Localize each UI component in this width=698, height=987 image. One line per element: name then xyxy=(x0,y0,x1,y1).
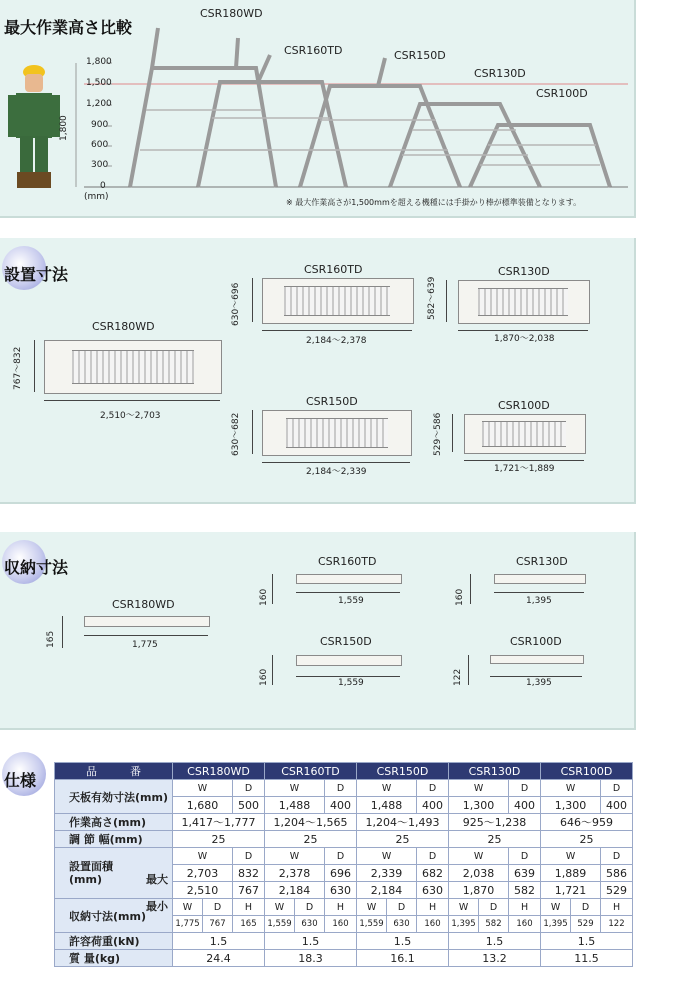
sub-d: D xyxy=(325,848,357,865)
install-depth-csr100d: 529〜586 xyxy=(433,412,443,456)
sub-d: D xyxy=(295,899,325,916)
cell: 25 xyxy=(449,831,541,848)
cell: 1,559 xyxy=(357,916,387,933)
model-label-csr180wd: CSR180WD xyxy=(200,7,263,20)
sub-d: D xyxy=(417,848,449,865)
install-label-csr150d: CSR150D xyxy=(306,395,358,408)
ladder-csr150d xyxy=(300,58,460,187)
setchi-unit: (mm) xyxy=(69,873,102,886)
ladder-csr100d xyxy=(470,125,610,187)
cell: 160 xyxy=(509,916,541,933)
storage-width-csr130d: 1,395 xyxy=(526,596,552,606)
cell: 1,300 xyxy=(449,797,509,814)
install-width-csr130d: 1,870〜2,038 xyxy=(494,334,555,344)
dim-line xyxy=(62,616,63,648)
dim-line xyxy=(452,414,453,452)
cell: 582 xyxy=(509,882,541,899)
install-depth-csr130d: 582〜639 xyxy=(427,276,437,320)
table-row xyxy=(55,780,633,797)
axis-tick-1500: 1,500 xyxy=(86,78,112,88)
install-label-csr160td: CSR160TD xyxy=(304,263,363,276)
table-row xyxy=(55,831,633,848)
sub-w: W xyxy=(173,899,203,916)
sub-h: H xyxy=(233,899,265,916)
install-width-csr150d: 2,184〜2,339 xyxy=(306,467,367,477)
cell: 1,870 xyxy=(449,882,509,899)
install-label-csr180wd: CSR180WD xyxy=(92,320,155,333)
storage-label-csr180wd: CSR180WD xyxy=(112,598,175,611)
storage-height-csr180wd: 165 xyxy=(46,630,56,648)
sub-d: D xyxy=(203,899,233,916)
sub-d: D xyxy=(233,780,265,797)
cell: 24.4 xyxy=(173,950,265,967)
cell: 1.5 xyxy=(449,933,541,950)
install-width-csr160td: 2,184〜2,378 xyxy=(306,336,367,346)
storage-width-csr180wd: 1,775 xyxy=(132,640,158,650)
cell: 400 xyxy=(417,797,449,814)
storage-shape-csr180wd xyxy=(84,616,210,627)
dim-line xyxy=(84,635,208,636)
model-label-csr160td: CSR160TD xyxy=(284,44,343,57)
cell: 1.5 xyxy=(357,933,449,950)
sub-w: W xyxy=(449,848,509,865)
install-label-csr130d: CSR130D xyxy=(498,265,550,278)
cell: 1,889 xyxy=(541,865,601,882)
cell: 529 xyxy=(601,882,633,899)
axis-tick-300: 300 xyxy=(91,160,109,170)
storage-width-csr150d: 1,559 xyxy=(338,678,364,688)
sub-d: D xyxy=(509,780,541,797)
axis-tick-900: 900 xyxy=(91,120,109,130)
cell: 925〜1,238 xyxy=(449,814,541,831)
storage-label-csr160td: CSR160TD xyxy=(318,555,377,568)
dim-line xyxy=(34,340,35,392)
row-label-shitsuryo: 質 量(kg) xyxy=(55,950,173,967)
table-row xyxy=(55,899,633,916)
row-label-setchi xyxy=(55,848,173,899)
install-width-csr100d: 1,721〜1,889 xyxy=(494,464,555,474)
spec-header-row xyxy=(55,763,633,780)
cell: 25 xyxy=(265,831,357,848)
header-model-csr160td: CSR160TD xyxy=(265,763,357,780)
dim-line xyxy=(446,280,447,322)
cell: 630 xyxy=(417,882,449,899)
deck-csr180wd xyxy=(72,350,194,384)
cell: 1,395 xyxy=(449,916,479,933)
cell: 630 xyxy=(295,916,325,933)
storage-size-title: 収納寸法 xyxy=(4,558,69,577)
sub-d: D xyxy=(233,848,265,865)
cell: 2,703 xyxy=(173,865,233,882)
sub-w: W xyxy=(173,780,233,797)
cell: 160 xyxy=(417,916,449,933)
sub-w: W xyxy=(265,899,295,916)
dim-line xyxy=(262,462,410,463)
storage-shape-csr100d xyxy=(490,655,584,664)
sub-d: D xyxy=(509,848,541,865)
row-label-shuno: 収納寸法(mm) xyxy=(55,899,173,933)
axis-tick-1800: 1,800 xyxy=(86,57,112,67)
dim-line xyxy=(468,655,469,685)
dim-line xyxy=(262,330,412,331)
install-label-csr100d: CSR100D xyxy=(498,399,550,412)
deck-csr100d xyxy=(482,421,566,447)
cell: 1,417〜1,777 xyxy=(173,814,265,831)
worker-figure xyxy=(8,65,60,188)
storage-height-csr160td: 160 xyxy=(259,588,269,606)
cell: 2,510 xyxy=(173,882,233,899)
cell: 500 xyxy=(233,797,265,814)
spec-table xyxy=(54,762,633,967)
cell: 16.1 xyxy=(357,950,449,967)
cell: 696 xyxy=(325,865,357,882)
dim-line xyxy=(272,655,273,685)
cell: 2,038 xyxy=(449,865,509,882)
height-comparison-title: 最大作業高さ比較 xyxy=(4,18,133,37)
cell: 1,204〜1,493 xyxy=(357,814,449,831)
spec-title: 仕様 xyxy=(4,771,37,790)
sub-w: W xyxy=(449,780,509,797)
deck-csr160td xyxy=(284,286,390,316)
sub-w: W xyxy=(541,899,571,916)
cell: 25 xyxy=(541,831,633,848)
cell: 586 xyxy=(601,865,633,882)
cell: 682 xyxy=(417,865,449,882)
person-height-label: 1,800 xyxy=(59,115,69,141)
cell: 1,721 xyxy=(541,882,601,899)
cell: 2,184 xyxy=(357,882,417,899)
dim-line xyxy=(272,574,273,604)
storage-label-csr100d: CSR100D xyxy=(510,635,562,648)
sub-h: H xyxy=(325,899,357,916)
cell: 1,775 xyxy=(173,916,203,933)
cell: 2,339 xyxy=(357,865,417,882)
cell: 1.5 xyxy=(541,933,633,950)
axis-tick-0: 0 xyxy=(100,181,106,191)
dim-line xyxy=(296,592,400,593)
installation-size-title: 設置寸法 xyxy=(4,265,69,284)
install-depth-csr160td: 630〜696 xyxy=(231,282,241,326)
sub-w: W xyxy=(265,780,325,797)
dim-line xyxy=(470,574,471,604)
cell: 1,204〜1,565 xyxy=(265,814,357,831)
storage-shape-csr150d xyxy=(296,655,402,666)
deck-csr150d xyxy=(286,418,388,448)
sub-w: W xyxy=(357,780,417,797)
dim-line xyxy=(494,592,584,593)
sub-w: W xyxy=(357,848,417,865)
cell: 160 xyxy=(325,916,357,933)
table-row xyxy=(55,933,633,950)
cell: 1,395 xyxy=(541,916,571,933)
cell: 1.5 xyxy=(265,933,357,950)
sub-d: D xyxy=(387,899,417,916)
storage-label-csr150d: CSR150D xyxy=(320,635,372,648)
cell: 582 xyxy=(479,916,509,933)
deck-csr130d xyxy=(478,288,568,316)
cell: 630 xyxy=(387,916,417,933)
sub-d: D xyxy=(325,780,357,797)
setchi-min-label: 最小 xyxy=(146,900,168,913)
model-label-csr150d: CSR150D xyxy=(394,49,446,62)
table-row xyxy=(55,848,633,865)
storage-height-csr100d: 122 xyxy=(453,668,463,686)
cell: 1,488 xyxy=(357,797,417,814)
row-label-tenban: 天板有効寸法(mm) xyxy=(55,780,173,814)
storage-shape-csr130d xyxy=(494,574,586,584)
storage-height-csr130d: 160 xyxy=(455,588,465,606)
sub-d: D xyxy=(601,780,633,797)
setchi-label: 設置面積 xyxy=(69,860,113,873)
axis-tick-1200: 1,200 xyxy=(86,99,112,109)
sub-d: D xyxy=(479,899,509,916)
cell: 400 xyxy=(601,797,633,814)
cell: 832 xyxy=(233,865,265,882)
dim-line xyxy=(490,676,582,677)
row-label-kyoyo: 許容荷重(kN) xyxy=(55,933,173,950)
sub-d: D xyxy=(601,848,633,865)
row-label-sagyo: 作業高さ(mm) xyxy=(55,814,173,831)
cell: 2,184 xyxy=(265,882,325,899)
axis-tick-600: 600 xyxy=(91,140,109,150)
cell: 767 xyxy=(203,916,233,933)
setchi-max-label: 最大 xyxy=(146,873,168,886)
table-row xyxy=(55,950,633,967)
cell: 1,488 xyxy=(265,797,325,814)
header-model-csr100d: CSR100D xyxy=(541,763,633,780)
model-label-csr130d: CSR130D xyxy=(474,67,526,80)
cell: 165 xyxy=(233,916,265,933)
cell: 529 xyxy=(571,916,601,933)
sub-d: D xyxy=(417,780,449,797)
sub-h: H xyxy=(601,899,633,916)
dim-line xyxy=(296,676,400,677)
sub-w: W xyxy=(449,899,479,916)
header-product-label: 品 番 xyxy=(55,763,173,780)
cell: 400 xyxy=(509,797,541,814)
sub-h: H xyxy=(509,899,541,916)
sub-w: W xyxy=(541,848,601,865)
row-label-chosetsu: 調 節 幅(mm) xyxy=(55,831,173,848)
install-depth-csr150d: 630〜682 xyxy=(231,412,241,456)
cell: 13.2 xyxy=(449,950,541,967)
sub-w: W xyxy=(173,848,233,865)
install-width-csr180wd: 2,510〜2,703 xyxy=(100,411,161,421)
cell: 11.5 xyxy=(541,950,633,967)
header-model-csr130d: CSR130D xyxy=(449,763,541,780)
sub-w: W xyxy=(357,899,387,916)
model-label-csr100d: CSR100D xyxy=(536,87,588,100)
cell: 1.5 xyxy=(173,933,265,950)
table-row xyxy=(55,814,633,831)
cell: 1,300 xyxy=(541,797,601,814)
sub-w: W xyxy=(541,780,601,797)
storage-width-csr100d: 1,395 xyxy=(526,678,552,688)
sub-w: W xyxy=(265,848,325,865)
cell: 25 xyxy=(173,831,265,848)
cell: 2,378 xyxy=(265,865,325,882)
cell: 400 xyxy=(325,797,357,814)
storage-label-csr130d: CSR130D xyxy=(516,555,568,568)
storage-width-csr160td: 1,559 xyxy=(338,596,364,606)
dim-line xyxy=(44,400,220,401)
cell: 25 xyxy=(357,831,449,848)
handrail-note: ※ 最大作業高さが1,500mmを超える機種には手掛かり棒が標準装備となります。 xyxy=(286,198,582,207)
cell: 767 xyxy=(233,882,265,899)
cell: 1,559 xyxy=(265,916,295,933)
dim-line xyxy=(252,278,253,322)
storage-shape-csr160td xyxy=(296,574,402,584)
axis-unit: (mm) xyxy=(84,192,109,202)
sub-h: H xyxy=(417,899,449,916)
header-model-csr180wd: CSR180WD xyxy=(173,763,265,780)
cell: 122 xyxy=(601,916,633,933)
cell: 18.3 xyxy=(265,950,357,967)
cell: 639 xyxy=(509,865,541,882)
cell: 646〜959 xyxy=(541,814,633,831)
sub-d: D xyxy=(571,899,601,916)
install-depth-csr180wd: 767〜832 xyxy=(13,346,23,390)
cell: 1,680 xyxy=(173,797,233,814)
storage-height-csr150d: 160 xyxy=(259,668,269,686)
header-model-csr150d: CSR150D xyxy=(357,763,449,780)
dim-line xyxy=(252,410,253,454)
cell: 630 xyxy=(325,882,357,899)
